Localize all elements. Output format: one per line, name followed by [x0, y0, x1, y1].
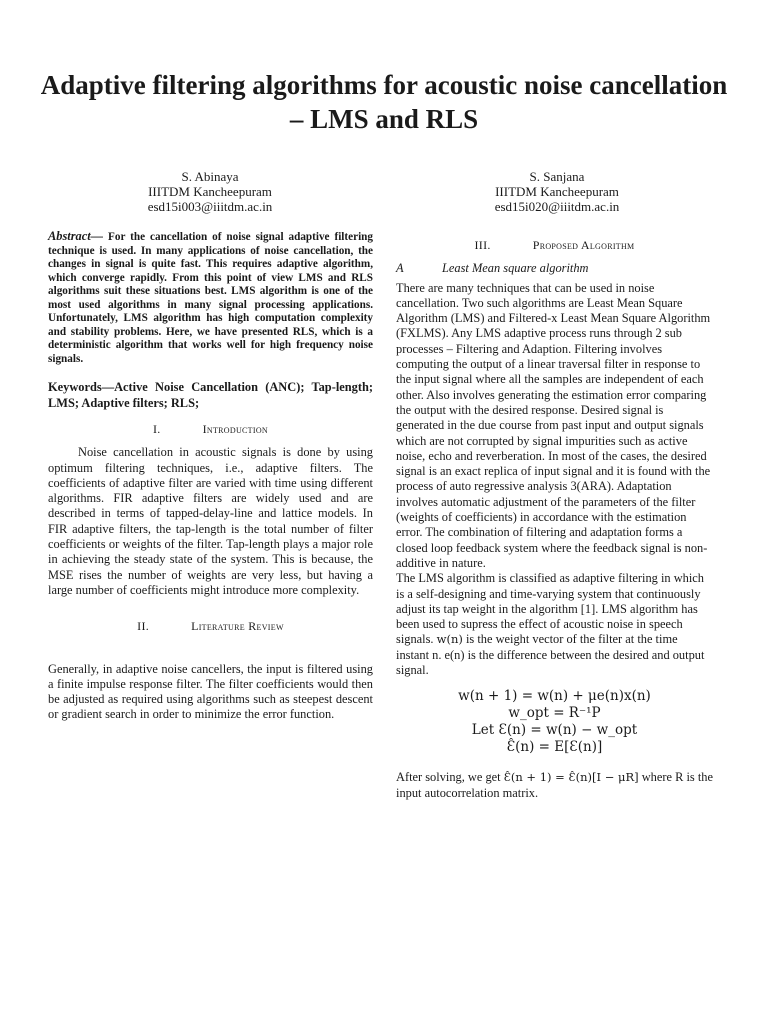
keywords: Keywords—Active Noise Cancellation (ANC); Tap-length; LMS; Adaptive filters; RLS; [48, 380, 373, 410]
lms-classification-text: The LMS algorithm is classified as adaptive filtering in which is a self-designing and time-varying system that continuously adjust its tap weight in the algorithm [1]. LMS algorithm has been used to supress the effect of acoustic noise in speech signals. [396, 571, 704, 647]
section-heading-proposed-algorithm [396, 238, 713, 253]
section-heading-literature-review [48, 619, 373, 634]
section-title: Proposed Algorithm [532, 238, 635, 252]
error-recursion-equation: Ɛ̂(n + 1) = Ɛ̂(n)[I − μR] [503, 770, 639, 785]
lms-classification [396, 571, 713, 678]
left-column [48, 230, 373, 723]
paper-title: Adaptive filtering algorithms for acoustic noise cancellation – LMS and RLS [40, 70, 728, 134]
section-number: II. [137, 619, 150, 634]
after-solving-prefix: After solving, we get [396, 770, 504, 785]
equation-block [396, 688, 713, 756]
section-number: I. [153, 422, 161, 436]
section-heading-introduction [48, 422, 373, 437]
author-name: S. Sanjana [529, 169, 585, 184]
after-solving-suffix: where R is the input autocorrelation matrix. [396, 770, 713, 800]
author-affiliation: IIITDM Kancheepuram [495, 184, 619, 199]
right-column [396, 238, 713, 801]
introduction-text: Noise cancellation in acoustic signals is done by using optimum filtering techniques, i.e., adaptive filters. The coefficients of adaptive filter are varied with time using different algorithms. FIR adaptive filters are widely used and are described in terms of tapped-delay-line and lattice models. In FIR adaptive filters, the tap-length is the total number of filter coefficients or weights of the filter. Tap-length plays a major role in achieving the steady state of the system. This is because, the MSE rises the number of weights are very less, but having a large number of coefficients might introduce more complexity. [48, 445, 373, 597]
subsection-heading-lms [396, 261, 713, 276]
lms-description: There are many techniques that can be used in noise cancellation. Two such algorithms are Least Mean Square Algorithm (LMS) and Filtered-x Least Mean Square Algorithm (FXLMS). Any LMS adaptive process runs through 2 sub processes – Filtering and Adaption. Filtering involves computing the output of a linear traversal filter in response to the input signal where all the samples are independent of each other. Also involves generating the estimation error comparing the output with the desired response. Desired signal is generated in the due course from past input and output signals which are not corrupted by signal impurities such as active noise, echo and reverberation. In most of the cases, the desired signal is an exact replica of input signal and it is found with the process of auto regressive analysis 3(ARA). Adaptation involves automatic adjustment of the parameters of the filter (weights of coefficients) in accordance with the estimation error. The combination of filtering and adaptation forms a closed loop feedback system where the feedback signal is non-additive in nature. [396, 280, 711, 570]
abstract-label: Abstract— [48, 229, 104, 243]
abstract-text: For the cancellation of noise signal adaptive filtering technique is used. In many applications of noise cancellation, the changes in signal is quite fast. This requires adaptive algorithm, which converge rapidly. From this point of view LMS and RLS algorithms suit these situations best. LMS algorithm is one of the most used algorithms in many signal processing applications. Unfortunately, LMS algorithm has high computation complexity and stability problems. Here, we have presented RLS, which is a deterministic algorithm that works well for high frequency noise signals. [48, 231, 373, 365]
equation-error-definition: Let Ɛ(n) = w(n) − w_opt [471, 722, 638, 739]
author-email: esd15i020@iiitdm.ac.in [494, 199, 620, 214]
author-name: S. Abinaya [181, 169, 239, 184]
equation-weight-update: w(n + 1) = w(n) + μe(n)x(n) [458, 688, 651, 705]
subsection-title: Least Mean square algorithm [442, 261, 589, 276]
equation-optimal-weight: w_opt = R⁻¹P [508, 705, 601, 722]
weight-vector-symbol: w(n) [436, 632, 463, 647]
subsection-letter: A [396, 261, 404, 276]
equation-expected-error: Ɛ̂(n) = E[Ɛ(n)] [506, 739, 603, 756]
section-title: Introduction [202, 422, 268, 436]
author-block-1 [90, 169, 330, 214]
abstract [48, 230, 373, 366]
after-solving-text [396, 770, 713, 801]
author-affiliation: IIITDM Kancheepuram [148, 184, 272, 199]
literature-review-text: Generally, in adaptive noise cancellers, the input is filtered using a finite impulse response filter. The filter coefficients would then be adjusted as required using algorithms such as steepest descent or gradient search in order to minimize the error function. [48, 661, 373, 722]
section-number: III. [474, 238, 491, 252]
section-title: Literature Review [191, 619, 284, 634]
lms-classification-text-end: is the weight vector of the filter at the time instant n. e(n) is the difference between the desired and output signal. [396, 632, 705, 678]
author-block-2 [437, 169, 677, 214]
author-email: esd15i003@iiitdm.ac.in [147, 199, 273, 214]
